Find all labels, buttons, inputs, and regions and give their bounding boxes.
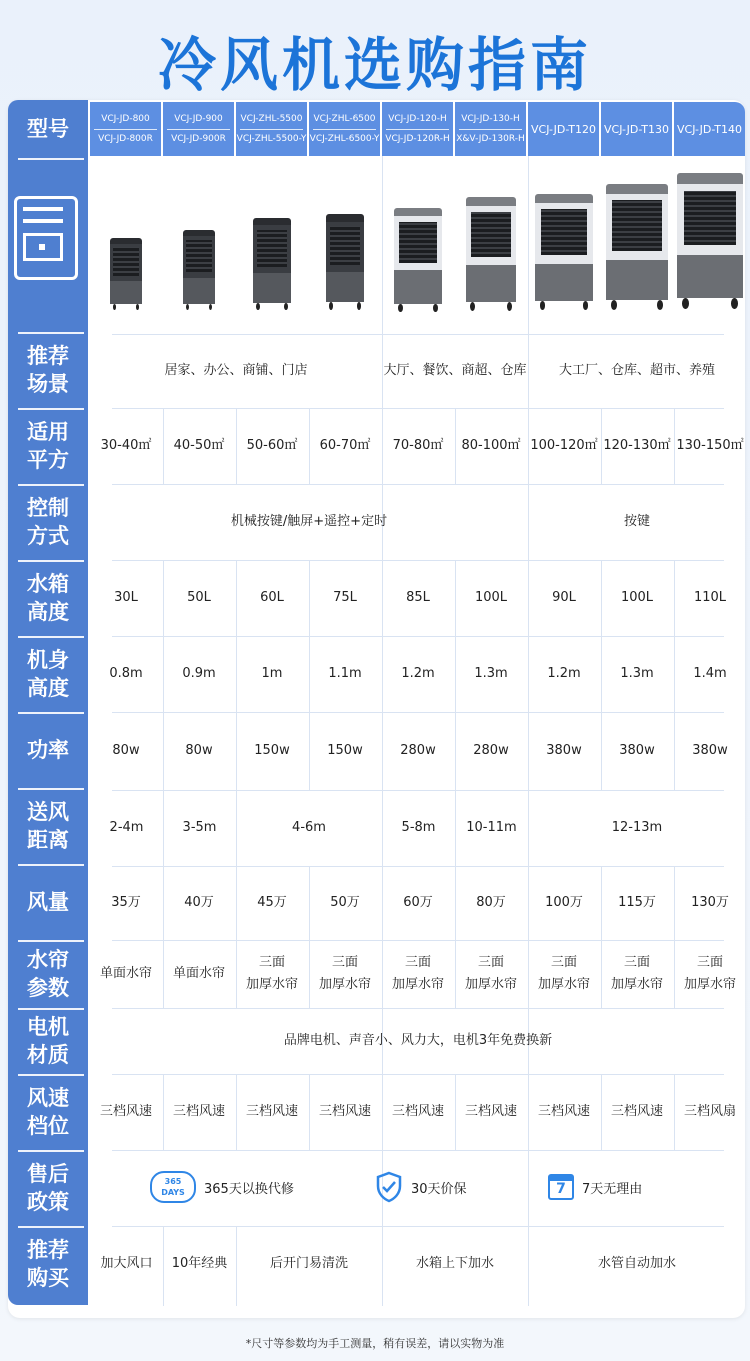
label-tank: 水箱 高度 bbox=[27, 572, 69, 624]
area-cell: 50-60㎡ bbox=[246, 438, 298, 453]
distance-cell: 4-6m bbox=[292, 820, 326, 835]
power-cell: 380w bbox=[692, 743, 728, 758]
area-cell: 120-130㎡ bbox=[603, 438, 671, 453]
label-scene: 推荐 场景 bbox=[27, 344, 69, 396]
row-divider bbox=[112, 1150, 724, 1151]
height-cell: 1.4m bbox=[693, 666, 727, 681]
label-airflow: 风量 bbox=[27, 890, 69, 914]
machine-image bbox=[183, 230, 215, 310]
curtain-cell: 三面 加厚水帘 bbox=[245, 955, 298, 992]
area-cell: 60-70㎡ bbox=[319, 438, 371, 453]
scene-cell: 大工厂、仓库、超市、养殖 bbox=[558, 363, 715, 378]
model-header bbox=[163, 102, 234, 156]
speed-cell: 三档风速 bbox=[610, 1104, 663, 1119]
motor-cell: 品牌电机、声音小、风力大，电机3年免费换新 bbox=[283, 1033, 553, 1048]
speed-cell: 三档风速 bbox=[537, 1104, 590, 1119]
height-cell: 0.9m bbox=[182, 666, 216, 681]
machine-image bbox=[110, 238, 142, 310]
model-name: VCJ-JD-120-H bbox=[388, 113, 447, 124]
height-cell: 1.2m bbox=[547, 666, 581, 681]
tank-cell: 75L bbox=[333, 590, 357, 605]
machine-image bbox=[466, 197, 516, 311]
recommend-cell: 加大风口 bbox=[100, 1256, 153, 1271]
control-cell: 按键 bbox=[623, 514, 650, 529]
curtain-cell: 三面 加厚水帘 bbox=[464, 955, 517, 992]
model-name: X&V-JD-130R-H bbox=[456, 133, 525, 144]
model-header bbox=[236, 102, 307, 156]
model-name: VCJ-JD-120R-H bbox=[385, 133, 450, 144]
scene-cell: 居家、办公、商铺、门店 bbox=[164, 363, 308, 378]
curtain-cell: 三面 加厚水帘 bbox=[391, 955, 444, 992]
label-motor: 电机 材质 bbox=[27, 1015, 69, 1067]
service-item-3: 7天无理由 bbox=[582, 1181, 643, 1197]
recommend-cell: 后开门易清洗 bbox=[269, 1256, 348, 1271]
label-speed: 风速 档位 bbox=[27, 1086, 69, 1138]
service-item-1: 365天以换代修 bbox=[204, 1181, 294, 1197]
speed-cell: 三档风速 bbox=[172, 1104, 225, 1119]
model-header bbox=[601, 102, 672, 156]
model-name: VCJ-JD-800 bbox=[101, 113, 150, 124]
recommend-cell: 10年经典 bbox=[171, 1256, 228, 1271]
power-cell: 280w bbox=[400, 743, 436, 758]
model-name: VCJ-JD-130-H bbox=[461, 113, 520, 124]
airflow-cell: 100万 bbox=[545, 895, 583, 910]
service-item-2: 30天价保 bbox=[411, 1181, 467, 1197]
label-curtain: 水帘 参数 bbox=[27, 948, 69, 1000]
tank-cell: 100L bbox=[620, 590, 654, 605]
tank-cell: 30L bbox=[114, 590, 138, 605]
tank-cell: 90L bbox=[552, 590, 576, 605]
model-header bbox=[382, 102, 453, 156]
power-cell: 150w bbox=[254, 743, 290, 758]
footnote: *尺寸等参数均为手工测量，稍有误差，请以实物为准 bbox=[245, 1337, 505, 1350]
height-cell: 1m bbox=[261, 666, 283, 681]
scene-cell: 大厅、餐饮、商超、仓库 bbox=[383, 363, 527, 378]
curtain-cell: 三面 加厚水帘 bbox=[683, 955, 736, 992]
model-name: VCJ-JD-T130 bbox=[603, 122, 670, 136]
machine-image bbox=[677, 173, 743, 309]
label-service: 售后 政策 bbox=[27, 1162, 69, 1214]
height-cell: 1.1m bbox=[328, 666, 362, 681]
model-name: VCJ-ZHL-6500-Y bbox=[309, 133, 380, 144]
height-cell: 1.3m bbox=[474, 666, 508, 681]
airflow-cell: 40万 bbox=[184, 895, 214, 910]
tank-cell: 50L bbox=[187, 590, 211, 605]
service-365 bbox=[150, 1170, 294, 1204]
label-recommend: 推荐 购买 bbox=[27, 1238, 69, 1290]
distance-cell: 3-5m bbox=[182, 820, 217, 835]
model-name: VCJ-ZHL-6500 bbox=[313, 113, 376, 124]
airflow-cell: 80万 bbox=[476, 895, 506, 910]
power-cell: 380w bbox=[546, 743, 582, 758]
power-cell: 380w bbox=[619, 743, 655, 758]
power-cell: 80w bbox=[112, 743, 140, 758]
shield-check-icon bbox=[375, 1171, 403, 1203]
label-area: 适用 平方 bbox=[27, 420, 69, 472]
model-header bbox=[528, 102, 599, 156]
machine-image bbox=[535, 194, 593, 310]
area-cell: 30-40㎡ bbox=[100, 438, 152, 453]
label-power: 功率 bbox=[27, 738, 69, 762]
model-header bbox=[90, 102, 161, 156]
machine-image bbox=[394, 208, 442, 312]
speed-cell: 三档风速 bbox=[464, 1104, 517, 1119]
distance-cell: 12-13m bbox=[611, 820, 663, 835]
tank-cell: 100L bbox=[474, 590, 508, 605]
area-cell: 80-100㎡ bbox=[461, 438, 521, 453]
model-name: VCJ-JD-800R bbox=[98, 133, 153, 144]
calendar-number: 7 bbox=[556, 1181, 566, 1197]
distance-cell: 5-8m bbox=[401, 820, 436, 835]
tank-cell: 60L bbox=[260, 590, 284, 605]
curtain-cell: 三面 加厚水帘 bbox=[318, 955, 371, 992]
label-model: 型号 bbox=[27, 117, 69, 141]
power-cell: 80w bbox=[185, 743, 213, 758]
speed-cell: 三档风扇 bbox=[683, 1104, 736, 1119]
model-name: VCJ-ZHL-5500-Y bbox=[236, 133, 307, 144]
curtain-cell: 单面水帘 bbox=[99, 966, 152, 981]
power-cell: 280w bbox=[473, 743, 509, 758]
days-365-icon: 365 DAYS bbox=[150, 1171, 196, 1203]
service-return bbox=[548, 1170, 642, 1204]
speed-cell: 三档风速 bbox=[391, 1104, 444, 1119]
airflow-cell: 50万 bbox=[330, 895, 360, 910]
tank-cell: 85L bbox=[406, 590, 430, 605]
tank-cell: 110L bbox=[693, 590, 727, 605]
control-cell: 机械按键/触屏+遥控+定时 bbox=[230, 514, 388, 529]
curtain-cell: 三面 加厚水帘 bbox=[610, 955, 663, 992]
label-height: 机身 高度 bbox=[27, 648, 69, 700]
curtain-cell: 三面 加厚水帘 bbox=[537, 955, 590, 992]
airflow-cell: 45万 bbox=[257, 895, 287, 910]
area-cell: 130-150㎡ bbox=[676, 438, 744, 453]
airflow-cell: 115万 bbox=[618, 895, 656, 910]
speed-cell: 三档风速 bbox=[99, 1104, 152, 1119]
airflow-cell: 130万 bbox=[691, 895, 729, 910]
speed-cell: 三档风速 bbox=[318, 1104, 371, 1119]
distance-cell: 10-11m bbox=[466, 820, 517, 835]
model-name: VCJ-ZHL-5500 bbox=[240, 113, 303, 124]
area-cell: 100-120㎡ bbox=[530, 438, 598, 453]
curtain-cell: 单面水帘 bbox=[172, 966, 225, 981]
model-header bbox=[455, 102, 526, 156]
model-name: VCJ-JD-T140 bbox=[676, 122, 743, 136]
recommend-cell: 水管自动加水 bbox=[597, 1256, 676, 1271]
machine-image bbox=[606, 184, 668, 310]
airflow-cell: 60万 bbox=[403, 895, 433, 910]
machine-image bbox=[326, 214, 364, 310]
label-distance: 送风 距离 bbox=[27, 800, 69, 852]
speed-cell: 三档风速 bbox=[245, 1104, 298, 1119]
calendar-icon bbox=[548, 1174, 574, 1200]
label-column bbox=[8, 100, 88, 1305]
model-name: VCJ-JD-900 bbox=[174, 113, 223, 124]
airflow-cell: 35万 bbox=[111, 895, 141, 910]
model-header bbox=[674, 102, 745, 156]
recommend-cell: 水箱上下加水 bbox=[415, 1256, 494, 1271]
machine-image bbox=[253, 218, 291, 310]
distance-cell: 2-4m bbox=[109, 820, 144, 835]
power-cell: 150w bbox=[327, 743, 363, 758]
model-header bbox=[309, 102, 380, 156]
area-cell: 40-50㎡ bbox=[173, 438, 225, 453]
height-cell: 1.2m bbox=[401, 666, 435, 681]
area-cell: 70-80㎡ bbox=[392, 438, 444, 453]
height-cell: 1.3m bbox=[620, 666, 654, 681]
service-price bbox=[375, 1170, 467, 1204]
model-name: VCJ-JD-T120 bbox=[530, 122, 597, 136]
page-title: 冷风机选购指南 bbox=[157, 31, 592, 99]
label-control: 控制 方式 bbox=[27, 496, 69, 548]
model-name: VCJ-JD-900R bbox=[171, 133, 226, 144]
product-icon bbox=[14, 196, 78, 280]
height-cell: 0.8m bbox=[109, 666, 143, 681]
